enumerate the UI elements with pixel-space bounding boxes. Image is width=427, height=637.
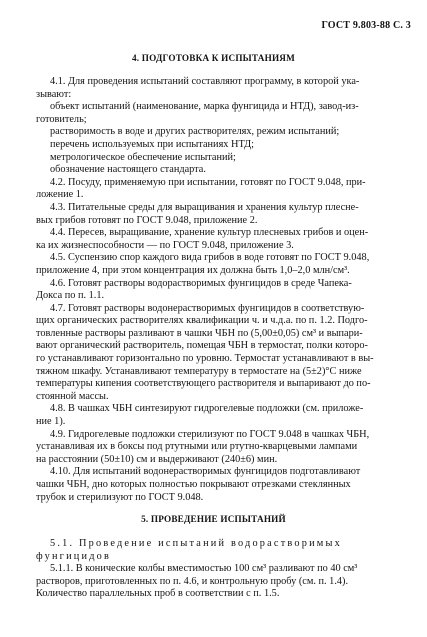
text-line: растворимость в воде и других растворителях, режим испытаний; [50,126,340,138]
text-line: объект испытаний (наименование, марка фунгицида и НТД), завод-из- [50,101,359,113]
text-line: устанавливая их в боксы под ртутными или ртутно-кварцевыми лампами [36,441,358,453]
text-line: вают органический растворитель, помещая ЧБН в термостат, полки которо- [36,340,368,352]
text-line: на расстоянии (50±10) см и выдерживают (240±6) мин. [36,453,278,465]
text-line: тяжном шкафу. Устанавливают температуру в термостате на (5±2)°С ниже [36,365,362,377]
text-line: температуры кипения соответствующего растворителя и выпаривают до по- [36,378,371,390]
section-5-title: 5. ПРОВЕДЕНИЕ ИСПЫТАНИЙ [141,514,286,524]
text-line: обозначение настоящего стандарта. [50,164,206,176]
text-line: 4.8. В чашках ЧБН синтезируют гидрогелевые подложки (см. приложе- [50,403,364,415]
text-line: 4.6. Готовят растворы водорастворимых фунгицидов в среде Чапека- [50,277,352,289]
text-line: готовитель; [36,113,87,125]
text-line: ложение 1. [36,189,84,201]
text-line: метрологическое обеспечение испытаний; [50,151,236,163]
text-line: 4.1. Для проведения испытаний составляют программу, в которой ука- [50,76,360,87]
text-line: приложение 4, при этом концентрация их должна быть 1,0–2,0 млн/см³. [36,264,350,276]
text-line: растворов, приготовленных по п. 4.6, и контрольную пробу (см. п. 1.4). [36,575,349,587]
text-line: Количество параллельных проб в соответствии с п. 1.5. [36,588,280,600]
subsection-heading: фунгицидов [36,550,112,562]
text-line: 4.2. Посуду, применяемую при испытании, готовят по ГОСТ 9.048, при- [50,176,366,188]
text-line: щих органических растворителях квалификации ч. и ч.д.а. по п. 1.2. Подго- [36,315,368,327]
text-line: ка их жизнеспособности — по ГОСТ 9.048, приложение 3. [36,239,294,251]
text-line: 4.3. Питательные среды для выращивания и хранения культур плесне- [50,201,359,213]
text-line: зывают: [36,88,72,100]
section-5-body [36,538,402,601]
text-line: вых грибов готовят по ГОСТ 9.048, приложение 2. [36,214,258,226]
text-line: ние 1). [36,416,66,428]
text-line: го устанавливают горизонтально по уровню. Термостат устанавливают в вы- [36,353,374,365]
text-line: чашки ЧБН, дно которых полностью покрывают отрезками стеклянных [36,479,351,490]
text-line: трубок и стерилизуют по ГОСТ 9.048. [36,491,204,503]
text-line: 4.5. Суспензию спор каждого вида грибов в воде готовят по ГОСТ 9.048, [50,252,370,264]
text-line: товленные растворы разливают в чашки ЧБН по (5,00±0,05) см³ и выпари- [36,327,363,339]
text-line: Докса по п. 1.1. [36,290,105,302]
text-line: перечень используемых при испытаниях НТД; [50,138,254,150]
text-line: стоянной массы. [36,390,109,402]
text-line: 4.7. Готовят растворы водонерастворимых фунгицидов в соответствую- [50,302,365,314]
text-line: 5.1.1. В конические колбы вместимостью 100 см³ разливают по 40 см³ [50,563,358,575]
text-line: 4.4. Пересев, выращивание, хранение культур плесневых грибов и оцен- [50,227,369,239]
section-4-body [36,76,402,504]
subsection-heading: 5.1. Проведение испытаний водорастворимых [50,538,342,549]
text-line: 4.10. Для испытаний водонерастворимых фунгицидов подготавливают [50,466,361,478]
section-4-title: 4. ПОДГОТОВКА К ИСПЫТАНИЯМ [132,53,295,63]
text-line: 4.9. Гидрогелевые подложки стерилизуют по ГОСТ 9.048 в чашках ЧБН, [50,428,370,440]
page-header: ГОСТ 9.803-88 С. 3 [321,20,411,31]
